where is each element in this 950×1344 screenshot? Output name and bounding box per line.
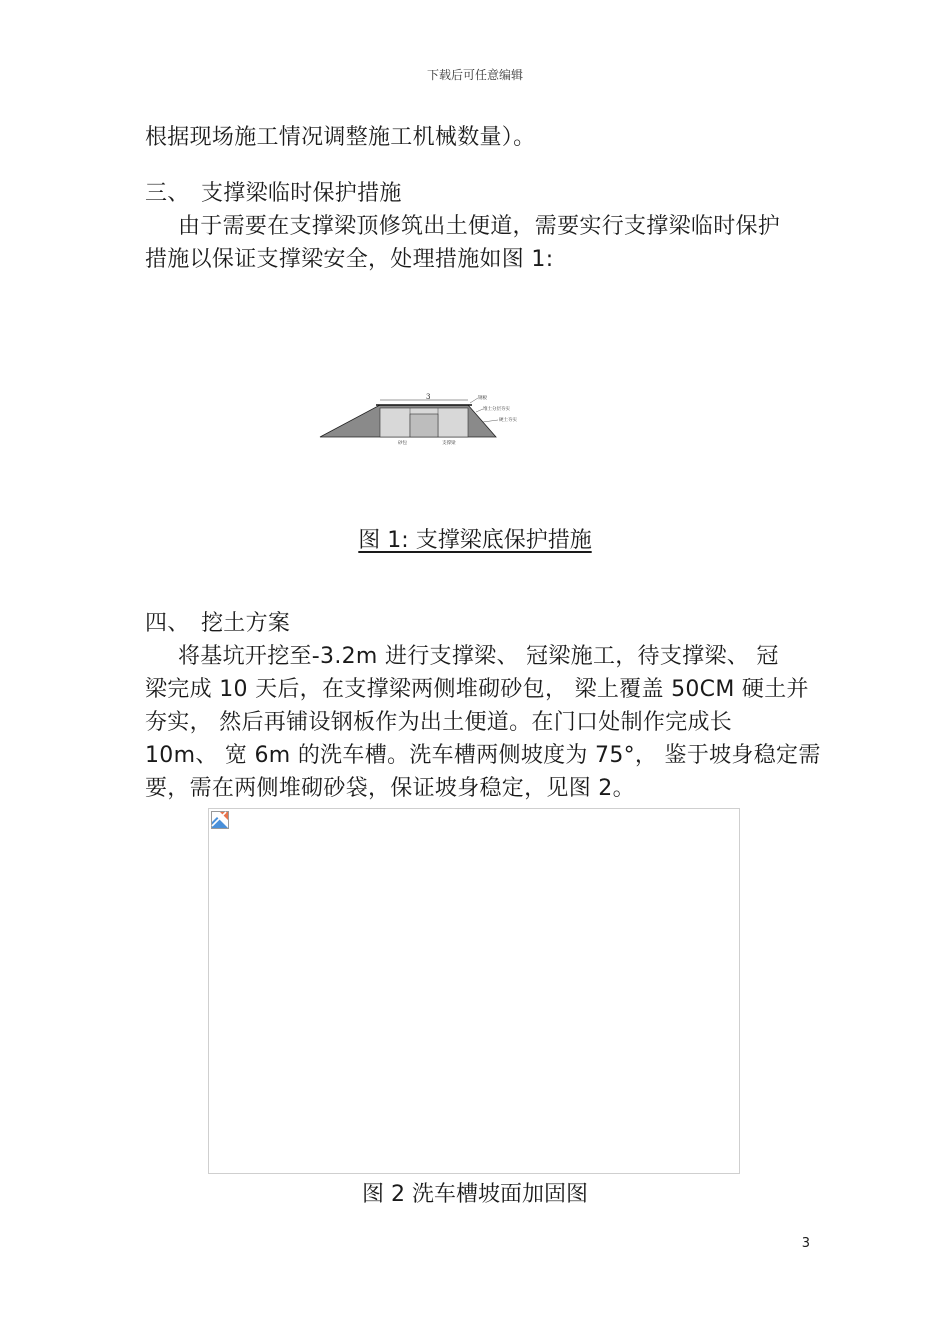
- section-title: 支撑梁临时保护措施: [201, 181, 402, 206]
- paragraph-line: 夯实， 然后再铺设钢板作为出土便道。在门口处制作完成长: [145, 710, 733, 735]
- page-header: 下载后可任意编辑: [426, 68, 523, 82]
- section-heading-3: [145, 177, 810, 210]
- label-bottom-mid: 支撑梁: [442, 441, 456, 446]
- section-title: 挖土方案: [201, 611, 291, 636]
- paragraph-line: 将基坑开挖至-3.2m 进行支撑梁、 冠梁施工，待支撑梁、 冠: [178, 644, 779, 669]
- section-number: 四、: [145, 611, 190, 636]
- figure-1-caption: 图 1: 支撑梁底保护措施: [358, 528, 592, 553]
- paragraph-line: 梁完成 10 天后，在支撑梁两侧堆砌砂包， 梁上覆盖 50CM 硬土并: [145, 677, 809, 702]
- paragraph-line: 措施以保证支撑梁安全，处理措施如图 1:: [145, 247, 554, 272]
- dimension-label: 3: [426, 393, 431, 401]
- section-number: 三、: [145, 181, 190, 206]
- paragraph-line: 10m、 宽 6m 的洗车槽。洗车槽两侧坡度为 75°， 鉴于坡身稳定需: [145, 743, 821, 768]
- paragraph-line: 由于需要在支撑梁顶修筑出土便道，需要实行支撑梁临时保护: [178, 214, 781, 239]
- body-line: 根据现场施工情况调整施工机械数量）。: [145, 125, 536, 150]
- broken-image-icon: [211, 811, 229, 829]
- label-right-1: 堆土分层夯实: [483, 407, 510, 412]
- support-beam: [410, 414, 438, 437]
- figure-1-diagram: [318, 390, 518, 450]
- page-number: 3: [801, 1236, 810, 1251]
- label-right-2: 硬土夯实: [499, 418, 517, 423]
- paragraph-line: 要，需在两侧堆砌砂袋，保证坡身稳定，见图 2。: [145, 776, 635, 801]
- label-bottom-left: 砂包: [398, 441, 407, 446]
- label-top-right: 钢板: [478, 396, 487, 401]
- section-heading-4: [145, 607, 810, 640]
- figure-2-image-placeholder: [208, 808, 740, 1174]
- figure-2-caption: 图 2 洗车槽坡面加固图: [362, 1182, 588, 1207]
